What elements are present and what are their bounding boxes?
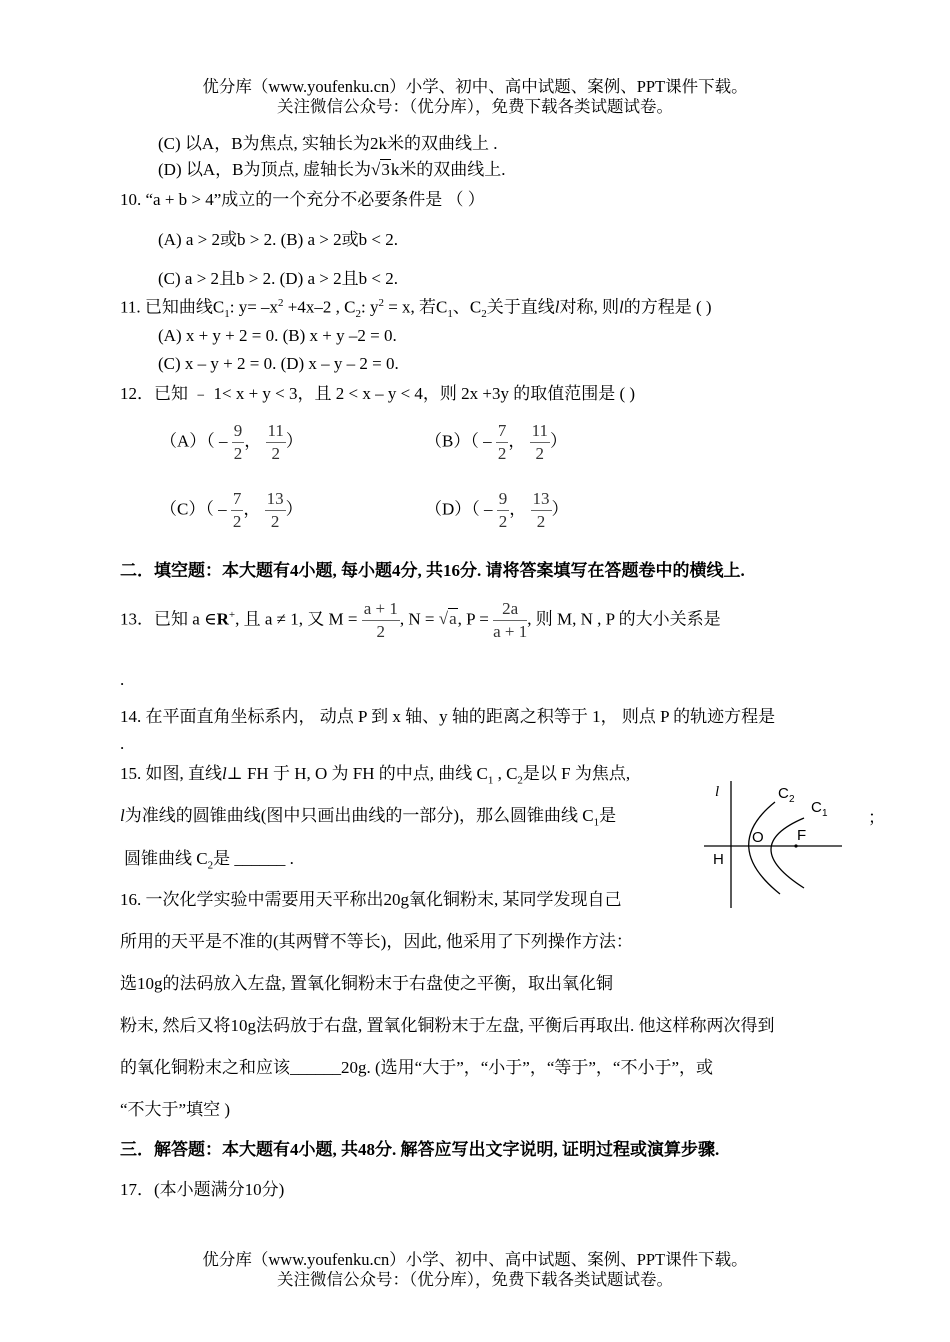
curve-c2 — [749, 802, 780, 894]
q12-option-b: （B）（ – $\frac{7}{2}$ ， $\frac{11}{2}$ ） — [425, 421, 567, 463]
sqrt-3: √3 — [370, 160, 390, 179]
q17-stem: 17．(本小题满分10分) — [120, 1180, 285, 1199]
fig-label-c2: C — [778, 785, 789, 802]
fig-label-c1: C — [811, 799, 822, 816]
q14-blank-end: . — [120, 734, 125, 753]
q10-options-cd: (C) a > 2且b > 2. (D) a > 2且b < 2. — [158, 269, 398, 288]
q11-stem: 11. 已知曲线$C_1$: $y= -x^2 +4x-2$ , $C_2$: $y^2 = x$, 若$C_1$、$C_2$关于直线l对称, 则l的方程是 ( ) — [120, 297, 712, 321]
q15-line-3: 圆锥曲线 $C_2$是 ______ . — [124, 849, 294, 872]
header-line-2: 关注微信公众号：（优分库），免费下载各类试题试卷。 — [277, 97, 673, 116]
q12-option-a: （A）（ – $\frac{9}{2}$ ， $\frac{11}{2}$ ） — [160, 421, 303, 463]
fig-label-c1-sub: 1 — [822, 808, 828, 819]
q13-blank-end: . — [120, 670, 125, 689]
q12-option-d: （D）（ – $\frac{9}{2}$ ， $\frac{13}{2}$ ） — [425, 489, 569, 531]
section-3-heading: 三．解答题：本大题有4小题, 共48分. 解答应写出文字说明, 证明过程或演算步骤. — [120, 1140, 720, 1159]
q9-option-d: (D) 以A，B为顶点, 虚轴长为√3k米的双曲线上. — [158, 160, 506, 179]
focus-point — [794, 844, 797, 847]
q14-stem: 14. 在平面直角坐标系内， 动点 P 到 x 轴、y 轴的距离之积等于 1， 则点 P 的轨迹方程是 — [120, 707, 776, 726]
q10-options-ab: (A) a > 2或b > 2. (B) a > 2或b < 2. — [158, 230, 398, 249]
fig-label-c2-sub: 2 — [789, 794, 795, 805]
header-line-1: 优分库（www.youfenku.cn）小学、初中、高中试题、案例、PPT课件下载。 — [202, 77, 748, 96]
fig-label-o: O — [752, 829, 764, 846]
footer-line-1: 优分库（www.youfenku.cn）小学、初中、高中试题、案例、PPT课件下载。 — [202, 1250, 748, 1269]
q16-line-6: “不大于”填空 ) — [120, 1100, 231, 1119]
q16-line-1: 16. 一次化学实验中需要用天平称出20g氧化铜粉末, 某同学发现自己 — [120, 890, 622, 909]
q16-line-5: 的氧化铜粉末之和应该______20g. (选用“大于”，“小于”，“等于”，“不小于”，或 — [120, 1058, 714, 1077]
fig-label-f: F — [797, 827, 807, 844]
q11-options-cd: (C) x – y + 2 = 0. (D) x – y – 2 = 0. — [158, 354, 399, 373]
q15-line-1: 15. 如图, 直线l⊥ FH 于 H, O 为 FH 的中点, 曲线 $C_1$ , $C_2$是以 F 为焦点, — [120, 764, 631, 787]
q12-option-c: （C）（ – $\frac{7}{2}$ ， $\frac{13}{2}$ ） — [160, 489, 303, 531]
fig-label-h: H — [713, 851, 724, 868]
q16-line-3: 选10g的法码放入左盘, 置氧化铜粉末于右盘使之平衡，取出氧化铜 — [120, 974, 613, 993]
q15-line-2: l为准线的圆锥曲线(图中只画出曲线的一部分)，那么圆锥曲线 $C_1$是 — [120, 806, 617, 829]
footer-line-2: 关注微信公众号：（优分库），免费下载各类试题试卷。 — [277, 1270, 673, 1289]
q9-option-c: (C) 以A，B为焦点, 实轴长为2k米的双曲线上 . — [158, 134, 498, 153]
q11-options-ab: (A) x + y + 2 = 0. (B) x + y –2 = 0. — [158, 326, 397, 345]
q15-semicolon: ； — [868, 808, 885, 827]
fig-label-l: l — [715, 784, 720, 800]
q12-stem: 12．已知 ﹣ 1< x + y < 3，且 2 < x – y < 4，则 2x +3y 的取值范围是 ( ) — [120, 384, 636, 403]
q16-line-2: 所用的天平是不准的(其两臂不等长)，因此, 他采用了下列操作方法： — [120, 932, 633, 951]
q13-stem: 13．已知 a ∈R+, 且 a ≠ 1, 又 M = $\frac{a + 1}{2}$ , N = √a, P = $\frac{2a}{a + 1}$ , 则 M, N , P 的大小关系是 — [120, 599, 721, 641]
conic-figure — [700, 776, 850, 911]
q16-line-4: 粉末, 然后又将10g法码放于右盘, 置氧化铜粉末于左盘, 平衡后再取出. 他这样称两次得到 — [120, 1016, 775, 1035]
section-2-heading: 二．填空题：本大题有4小题, 每小题4分, 共16分. 请将答案填写在答题卷中的横线上. — [120, 561, 745, 580]
q10-stem: 10. “a + b > 4”成立的一个充分不必要条件是 （ ） — [120, 190, 485, 209]
